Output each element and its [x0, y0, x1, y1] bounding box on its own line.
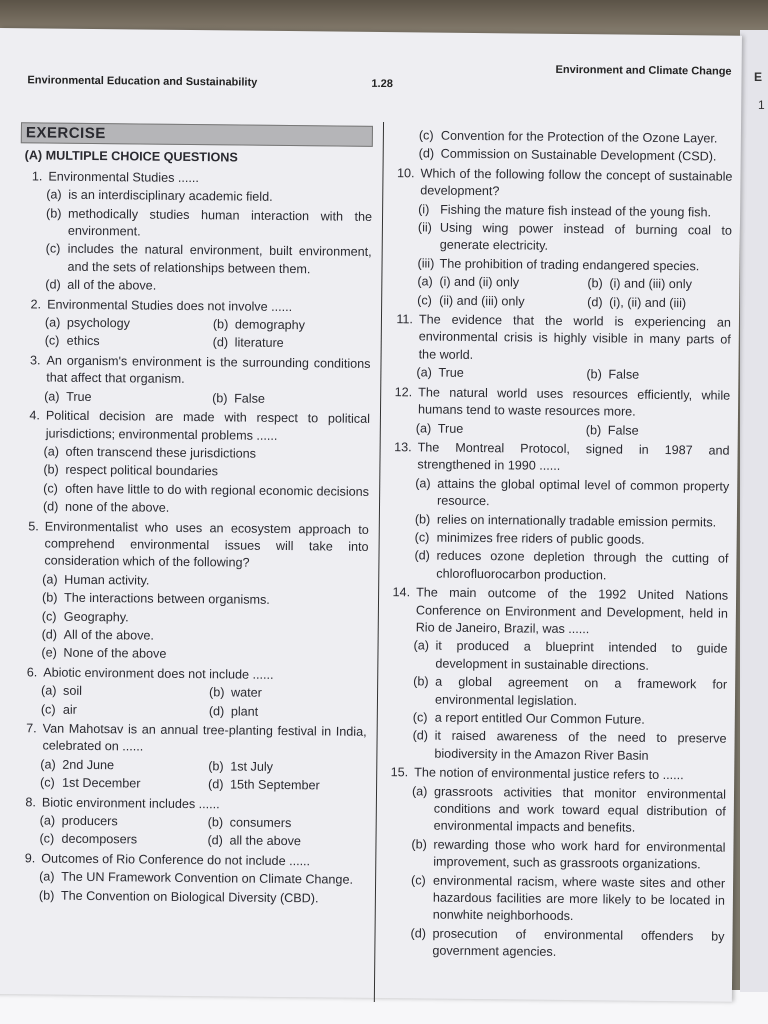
question-number: 11.	[396, 312, 414, 327]
option-text: none of the above.	[64, 499, 170, 515]
option-text: methodically studies human interaction with the environment.	[67, 206, 373, 239]
option-text: reduces ozone depletion through the cutting of chlorofluorocarbon production.	[436, 548, 729, 583]
answer-option	[411, 872, 726, 928]
option-text: a global agreement on a framework for environmental legislation.	[434, 674, 728, 708]
question-number: 13.	[394, 440, 412, 455]
option-label: (b)	[43, 462, 59, 477]
option-text: environmental racism, where waste sites and other hazardous facilities are more likely to be located in nonwhite neighborhoods.	[432, 873, 726, 924]
answer-option	[412, 783, 727, 839]
answer-option	[213, 316, 381, 335]
answer-option	[45, 315, 213, 334]
option-text: producers	[61, 813, 118, 829]
question	[15, 664, 367, 685]
left-question-list	[13, 168, 373, 908]
question	[14, 720, 366, 758]
option-text: Human activity.	[64, 572, 150, 588]
option-label: (c)	[41, 609, 57, 624]
question-stem: The evidence that the world is experiencing an environmental crisis is highly visible in many parts of the world.	[418, 312, 732, 362]
answer-option	[209, 684, 377, 703]
answer-option	[44, 388, 212, 407]
option-text: None of the above	[63, 646, 167, 662]
option-text: all of the above.	[67, 277, 157, 293]
option-label: (b)	[208, 759, 224, 774]
option-label: (d)	[418, 146, 435, 161]
question-stem: Outcomes of Rio Conference do not include ......	[41, 851, 311, 869]
question-stem: Environmental Studies ......	[48, 169, 200, 185]
option-label: (a)	[42, 572, 58, 587]
option-label: (b)	[207, 815, 224, 830]
option-label: (b)	[208, 685, 225, 700]
option-text: air	[62, 702, 77, 717]
question	[18, 407, 370, 445]
question-number: 7.	[26, 721, 37, 736]
option-label: (c)	[43, 481, 58, 496]
option-text: The prohibition of trading endangered species.	[439, 256, 700, 274]
question-number: 2.	[30, 296, 42, 312]
right-column	[384, 126, 733, 963]
option-label: (d)	[45, 277, 61, 292]
answer-option	[414, 548, 728, 586]
answer-option	[418, 219, 732, 257]
option-label: (b)	[212, 317, 229, 332]
option-text: literature	[234, 335, 284, 351]
option-text: it produced a blueprint intended to guide development in sustainable directions.	[435, 638, 728, 673]
option-text: attains the global optimal level of common property resource.	[437, 476, 730, 509]
next-page-edge-letter: E	[754, 70, 763, 84]
book-page	[0, 28, 742, 1002]
answer-option	[418, 201, 732, 222]
answer-option-row	[45, 315, 371, 336]
answer-option	[587, 275, 757, 294]
option-label: (b)	[585, 422, 602, 437]
option-label: (b)	[38, 888, 55, 903]
question	[16, 518, 369, 574]
option-label: (a)	[40, 683, 57, 698]
option-text: True	[438, 365, 464, 381]
answer-option	[46, 187, 372, 208]
question-number: 10.	[396, 165, 415, 181]
question-number: 5.	[28, 518, 39, 533]
option-label: (c)	[40, 775, 55, 790]
question-stem: An organism's environment is the surrounding conditions that affect that organism.	[46, 353, 371, 387]
answer-option-row	[41, 683, 367, 704]
option-label: (a)	[411, 783, 428, 799]
option-label: (b)	[41, 590, 58, 605]
option-text: False	[607, 422, 639, 438]
option-text: rewarding those who work hard for environmental improvement, such as grassroots organizations.	[433, 837, 726, 872]
answer-option-row	[44, 388, 370, 409]
option-label: (d)	[587, 294, 603, 309]
option-text: it raised awareness of the need to preserve biodiversity in the Amazon River Basin	[434, 728, 727, 763]
question-stem: Which of the following follow the concept of sustainable development?	[420, 166, 733, 199]
option-text: True	[437, 421, 464, 436]
option-label: (a)	[415, 476, 431, 491]
question-stem: Environmental Studies does not involve ......	[47, 297, 293, 314]
answer-option	[586, 422, 756, 441]
question	[386, 764, 726, 785]
option-text: False	[234, 391, 266, 406]
answer-option	[212, 390, 380, 409]
left-column	[13, 122, 373, 908]
answer-option	[413, 674, 727, 712]
option-text: True	[66, 389, 92, 404]
option-label: (c)	[40, 702, 56, 717]
answer-option	[43, 443, 369, 464]
option-label: (d)	[412, 728, 429, 743]
option-text: The Convention on Biological Diversity (CBD).	[60, 888, 319, 906]
question	[388, 584, 729, 640]
option-label: (b)	[212, 390, 228, 406]
question	[390, 384, 730, 422]
option-text: ethics	[66, 334, 100, 349]
answer-option	[413, 638, 727, 676]
question-stem: The main outcome of the 1992 United Nations Conference on Environment and Development, held in Rio de Janeiro, Brazil, was ......	[415, 585, 729, 637]
option-text: often transcend these jurisdictions	[65, 444, 257, 461]
question-stem: The Montreal Protocol, signed in 1987 and strengthened in 1990 ......	[417, 440, 730, 474]
answer-option	[43, 462, 369, 483]
header-left-title: Environmental Education and Sustainability	[27, 74, 258, 89]
option-text: (i) and (ii) only	[439, 274, 520, 290]
answer-option	[45, 333, 213, 352]
option-text: is an interdisciplinary academic field.	[68, 187, 273, 205]
answer-option	[42, 626, 368, 647]
answer-option	[415, 529, 729, 550]
option-text: all the above	[229, 833, 301, 849]
answer-option	[416, 365, 586, 384]
answer-option-row	[45, 333, 371, 354]
option-text: respect political boundaries	[65, 463, 219, 479]
answer-option	[417, 274, 587, 293]
answer-option	[39, 869, 365, 890]
option-text: The interactions between organisms.	[63, 590, 270, 608]
option-text: consumers	[229, 815, 292, 831]
answer-option	[40, 756, 208, 775]
question	[389, 439, 729, 477]
option-text: soil	[62, 683, 83, 699]
option-text: Fishing the mature fish instead of the young fish.	[440, 202, 712, 220]
answer-option	[42, 571, 368, 592]
option-text: (i), (ii) and (iii)	[609, 295, 687, 310]
answer-option	[208, 758, 376, 777]
option-label: (a)	[417, 274, 433, 289]
option-label: (d)	[207, 833, 223, 848]
option-text: 15th September	[230, 777, 320, 793]
option-text: The UN Framework Convention on Climate Change.	[61, 869, 354, 887]
option-text: Geography.	[63, 609, 129, 624]
option-label: (a)	[39, 813, 56, 828]
continued-options	[393, 127, 733, 166]
answer-option	[43, 499, 369, 520]
question-stem: The natural world uses resources efficiently, while humans tend to waste resources more.	[417, 385, 731, 419]
option-label: (d)	[208, 703, 225, 718]
option-label: (b)	[413, 674, 429, 689]
option-label: (d)	[212, 335, 229, 350]
answer-option	[41, 701, 209, 720]
exercise-heading: EXERCISE	[21, 122, 373, 147]
option-label: (a)	[413, 638, 430, 653]
question-stem: The notion of environmental justice refers to ......	[414, 765, 684, 783]
option-text: False	[608, 367, 640, 382]
answer-option-row	[41, 701, 367, 722]
answer-option	[207, 833, 375, 852]
option-text: All of the above.	[63, 627, 155, 643]
question-stem: Biotic environment includes ......	[41, 795, 220, 811]
option-label: (c)	[45, 241, 61, 257]
option-text: prosecution of environmental offenders by government agencies.	[432, 926, 725, 960]
answer-option-row	[416, 365, 730, 386]
option-label: (ii)	[417, 220, 432, 235]
question-number: 14.	[392, 585, 411, 600]
answer-option	[415, 475, 729, 513]
answer-option	[39, 887, 365, 908]
option-label: (d)	[414, 548, 430, 563]
question-stem: Abiotic environment does not include ......	[43, 665, 274, 682]
answer-option	[41, 683, 209, 702]
option-label: (d)	[208, 777, 224, 792]
answer-option	[587, 294, 757, 313]
option-text: relies on internationally tradable emission permits.	[436, 512, 717, 530]
option-label: (a)	[43, 444, 60, 459]
question	[392, 165, 732, 203]
answer-option-row	[40, 756, 366, 777]
question-number: 4.	[29, 408, 41, 423]
question-stem: Political decision are made with respect to political jurisdictions; environmental problems ......	[45, 408, 370, 443]
option-label: (d)	[410, 926, 427, 941]
next-page-edge	[740, 30, 768, 992]
option-text: grassroots activities that monitor environmental conditions and work toward equal distribution of environmental impacts and benefits.	[433, 784, 727, 836]
option-label: (i)	[418, 202, 430, 217]
question-stem: Environmentalist who uses an ecosystem approach to comprehend environmental issues will take into consideration which of the following?	[44, 519, 369, 570]
running-header	[27, 63, 732, 95]
answer-option	[412, 728, 726, 766]
option-label: (c)	[418, 128, 434, 143]
answer-option	[411, 836, 725, 874]
answer-option	[413, 709, 727, 730]
question	[14, 794, 366, 815]
column-divider	[374, 122, 384, 1002]
option-text: water	[230, 685, 262, 700]
answer-option-row	[40, 775, 366, 796]
answer-option-row	[40, 812, 366, 833]
answer-option	[209, 703, 377, 722]
option-label: (a)	[44, 389, 60, 404]
question-number: 15.	[390, 765, 409, 780]
option-label: (b)	[411, 837, 427, 852]
option-label: (d)	[41, 627, 58, 642]
answer-option	[42, 608, 368, 629]
option-label: (a)	[44, 315, 61, 330]
answer-option	[419, 127, 733, 148]
option-text: (ii) and (iii) only	[439, 293, 525, 309]
section-title: (A) MULTIPLE CHOICE QUESTIONS	[24, 148, 238, 165]
option-text: (i) and (iii) only	[609, 276, 693, 292]
answer-option	[419, 146, 733, 167]
option-label: (e)	[41, 645, 57, 661]
option-label: (c)	[417, 293, 432, 308]
option-text: includes the natural environment, built environment, and the sets of relationships between them.	[67, 242, 372, 277]
question	[20, 168, 372, 189]
option-label: (c)	[411, 873, 426, 888]
header-right-title: Environment and Climate Change	[555, 63, 732, 78]
answer-option	[46, 205, 372, 243]
option-label: (c)	[39, 831, 55, 847]
question-number: 9.	[24, 851, 36, 866]
option-text: Commission on Sustainable Development (CSD).	[440, 147, 717, 164]
option-text: Using wing power instead of burning coal to generate electricity.	[439, 220, 732, 254]
option-label: (c)	[412, 710, 428, 725]
question-number: 12.	[394, 384, 413, 400]
answer-option	[415, 511, 729, 532]
answer-option	[410, 925, 724, 963]
answer-option	[45, 277, 371, 298]
option-label: (b)	[587, 276, 603, 291]
answer-option	[45, 241, 371, 279]
question	[18, 352, 370, 390]
question	[13, 850, 365, 871]
option-label: (b)	[586, 367, 602, 382]
answer-option	[40, 775, 208, 794]
answer-option	[417, 292, 587, 311]
option-text: decomposers	[61, 832, 138, 847]
option-label: (d)	[42, 499, 59, 514]
answer-option	[40, 812, 208, 831]
option-label: (a)	[46, 187, 62, 202]
option-label: (b)	[414, 511, 431, 527]
option-text: often have little to do with regional economic decisions	[65, 481, 370, 499]
option-text: a report entitled Our Common Future.	[434, 710, 645, 727]
right-question-list	[384, 165, 732, 963]
option-text: demography	[234, 317, 305, 333]
option-text: Convention for the Protection of the Ozone Layer.	[440, 128, 718, 146]
answer-option	[213, 335, 381, 354]
option-label: (a)	[39, 869, 55, 884]
answer-option	[41, 645, 367, 666]
question	[391, 311, 732, 367]
question	[19, 296, 371, 317]
option-label: (iii)	[417, 256, 435, 271]
answer-option	[43, 480, 369, 501]
page-number: 1.28	[371, 77, 393, 91]
option-label: (a)	[40, 757, 56, 772]
option-text: 1st December	[62, 775, 141, 791]
option-label: (c)	[414, 530, 430, 545]
option-label: (c)	[44, 333, 60, 349]
answer-option	[42, 590, 368, 611]
question-number: 6.	[26, 665, 38, 680]
answer-option-row	[39, 831, 365, 852]
answer-option	[417, 255, 731, 276]
option-text: 2nd June	[62, 757, 115, 773]
option-text: minimizes free riders of public goods.	[436, 530, 645, 547]
answer-option	[208, 814, 376, 833]
option-label: (b)	[45, 206, 62, 221]
option-label: (a)	[416, 365, 432, 380]
answer-option	[39, 831, 207, 850]
answer-option-row	[417, 292, 731, 313]
answer-option-row	[416, 420, 730, 441]
question-number: 1.	[31, 169, 43, 184]
answer-option	[586, 366, 756, 385]
option-text: 1st July	[230, 759, 274, 774]
question-number: 3.	[29, 353, 41, 368]
option-text: plant	[230, 704, 259, 719]
answer-option-row	[417, 274, 731, 295]
answer-option	[208, 776, 376, 795]
option-text: psychology	[66, 315, 131, 331]
answer-option	[416, 420, 586, 439]
option-label: (a)	[415, 420, 432, 436]
next-page-edge-number: 1	[758, 98, 765, 112]
question-number: 8.	[25, 794, 36, 810]
question-stem: Van Mahotsav is an annual tree-planting festival in India, celebrated on ......	[42, 721, 367, 754]
